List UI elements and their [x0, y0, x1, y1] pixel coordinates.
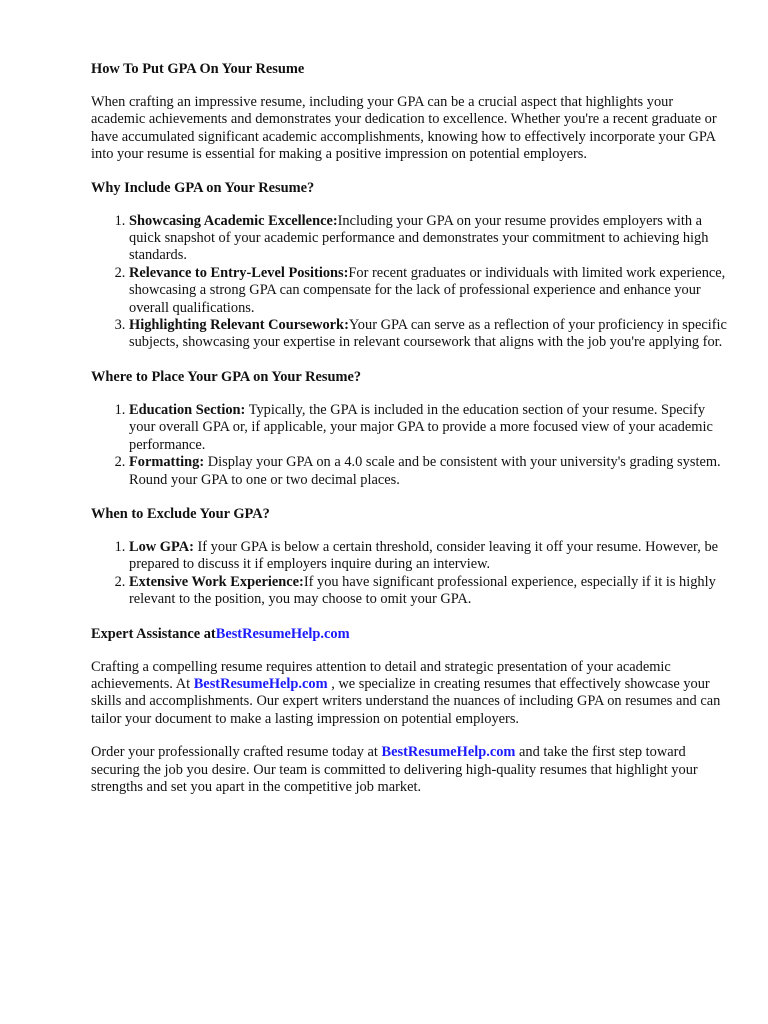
list-item — [129, 539, 731, 574]
list-item-text: Typically, the GPA is included in the education section of your resume. Specify your overall GPA or, if applicable, your major GPA to provide a more focused view of your academic performance. — [129, 401, 713, 453]
list-item-text: If your GPA is below a certain threshold, consider leaving it off your resume. However, be prepared to discuss it if employers inquire during an interview. — [129, 538, 719, 573]
intro-paragraph: When crafting an impressive resume, including your GPA can be a crucial aspect that highlights your academic achievements and demonstrates your dedication to excellence. Whether you're a recent graduate or have accumulated significant academic accomplishments, knowing how to effectively incorporate your GPA into your resume is essential for making a positive impression on potential employers. — [91, 94, 717, 163]
list-item-text: For recent graduates or individuals with limited work experience, showcasing a strong GPA can compensate for the lack of professional experience and enhance your overall qualifications. — [129, 264, 726, 316]
why-list — [91, 213, 731, 352]
expert-paragraph-1 — [91, 659, 731, 729]
list-item-term: Formatting: — [129, 454, 205, 471]
bestresumehelp-link[interactable]: BestResumeHelp.com — [381, 744, 516, 761]
when-list — [91, 539, 731, 609]
why-heading: Why Include GPA on Your Resume? — [91, 179, 315, 196]
expert-p1-before: Crafting a compelling resume requires attention to detail and strategic presentation of your academic achievements. At — [91, 658, 671, 692]
list-item — [129, 265, 731, 317]
list-item — [129, 454, 731, 489]
bestresumehelp-link[interactable]: BestResumeHelp.com — [215, 625, 350, 642]
where-heading: Where to Place Your GPA on Your Resume? — [91, 368, 362, 385]
where-list — [91, 402, 731, 489]
list-item-text: If you have significant professional experience, especially if it is highly relevant to the position, you may choose to omit your GPA. — [129, 573, 716, 608]
list-item-text: Your GPA can serve as a reflection of your proficiency in specific subjects, showcasing your expertise in relevant coursework that aligns with the job you're applying for. — [129, 317, 727, 351]
list-item — [129, 402, 731, 454]
list-item-term: Highlighting Relevant Coursework: — [129, 317, 349, 334]
expert-paragraph-2 — [91, 744, 731, 796]
paragraph-gap — [91, 728, 731, 744]
list-item-term: Relevance to Entry-Level Positions: — [129, 264, 349, 281]
list-item-text: Including your GPA on your resume provides employers with a quick snapshot of your academic performance and demonstrates your commitment to achieving high standards. — [129, 212, 709, 264]
list-item-term: Education Section: — [129, 401, 246, 418]
list-item — [129, 317, 731, 352]
list-item-term: Low GPA: — [129, 538, 194, 555]
list-item-term: Extensive Work Experience: — [129, 573, 304, 590]
list-item-text: Display your GPA on a 4.0 scale and be consistent with your university's grading system. Round your GPA to one or two decimal places. — [129, 454, 721, 488]
list-item-term: Showcasing Academic Excellence: — [129, 212, 338, 229]
list-item — [129, 213, 731, 265]
expert-p1-after: , we specialize in creating resumes that effectively showcase your skills and accomplishments. Our expert writers understand the nuances of including GPA on resumes and can tailor your document to make a lasting impression on potential employers. — [91, 675, 721, 727]
document-page — [91, 60, 731, 796]
page-title: How To Put GPA On Your Resume — [91, 61, 305, 77]
expert-heading-prefix: Expert Assistance at — [91, 625, 216, 642]
list-item — [129, 574, 731, 609]
bestresumehelp-link[interactable]: BestResumeHelp.com — [193, 675, 328, 692]
expert-heading — [91, 625, 731, 643]
expert-p2-after: and take the first step toward securing the job you desire. Our team is committed to delivering high-quality resumes that highlight your strengths and set you apart in the competitive job market. — [91, 744, 698, 795]
when-heading: When to Exclude Your GPA? — [91, 505, 270, 522]
expert-p2-before: Order your professionally crafted resume today at — [91, 744, 382, 761]
